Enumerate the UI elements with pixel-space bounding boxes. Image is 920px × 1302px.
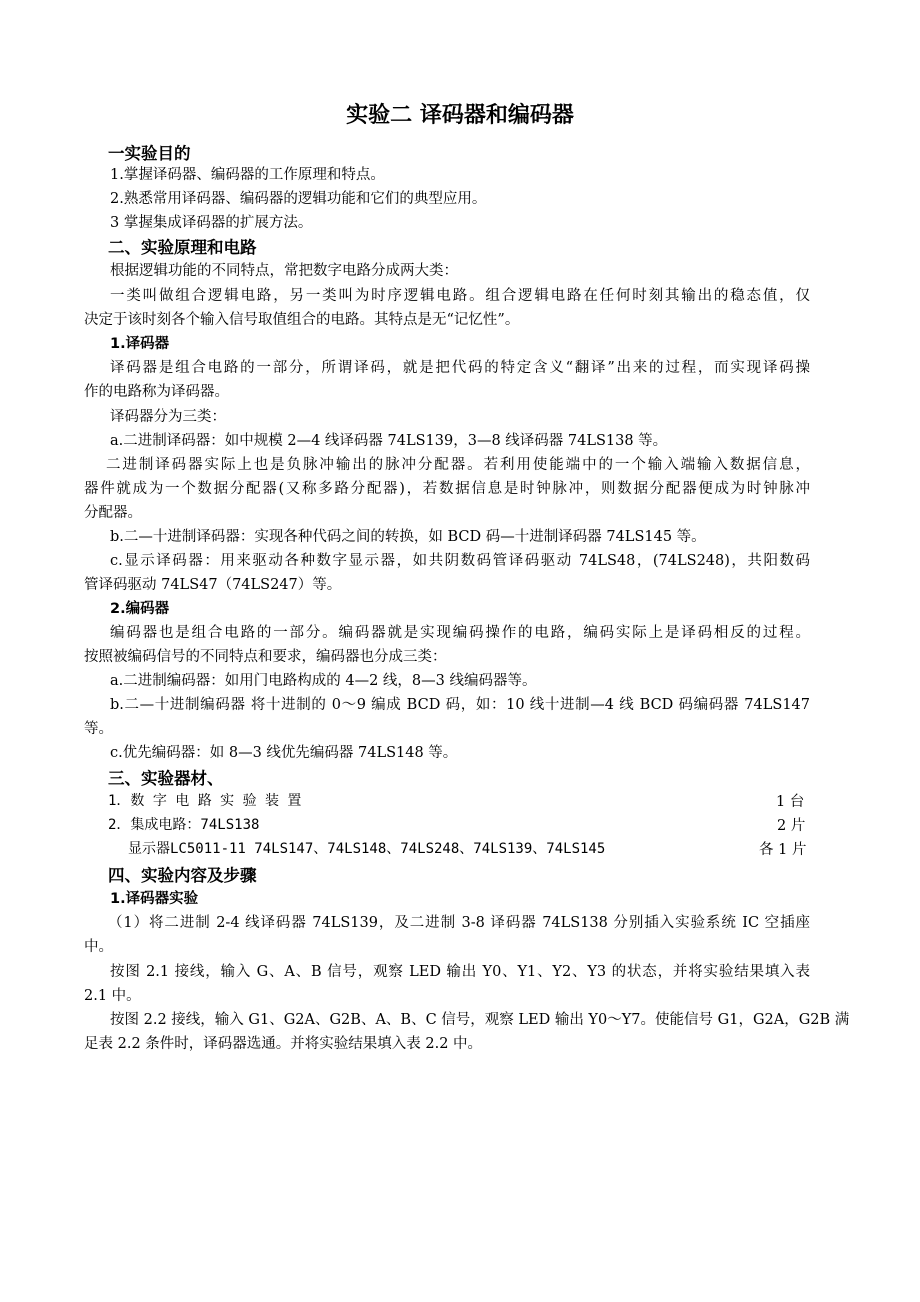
paragraph-line: 中。 <box>84 939 113 955</box>
equipment-name: 1．数 字 电 路 实 验 装 置 <box>108 793 302 809</box>
list-item: b.二—十进制编码器 将十进制的 0～9 编成 BCD 码，如：10 线十进制—4 线 BCD 码编码器 74LS147 <box>110 697 810 713</box>
section-heading-equipment: 三、实验器材、 <box>108 769 224 788</box>
equipment-qty: 2 片 <box>777 818 806 834</box>
paragraph-line: （1）将二进制 2-4 线译码器 74LS139，及二进制 3-8 译码器 74LS138 分别插入实验系统 IC 空插座 <box>108 915 810 931</box>
list-item: a.二进制译码器：如中规模 2—4 线译码器 74LS139，3—8 线译码器 74LS138 等。 <box>110 433 668 449</box>
subheading-decoder-experiment: 1.译码器实验 <box>110 891 199 907</box>
subheading-encoder: 2.编码器 <box>110 601 170 617</box>
section-heading-procedure: 四、实验内容及步骤 <box>108 866 257 885</box>
paragraph-line: 按照被编码信号的不同特点和要求，编码器也分成三类： <box>84 649 447 665</box>
paragraph-line: 等。 <box>84 721 113 737</box>
paragraph-line: 作的电路称为译码器。 <box>84 384 229 400</box>
equipment-qty: 各 1 片 <box>759 842 807 858</box>
section-heading-objectives: 一实验目的 <box>108 144 191 163</box>
equipment-qty: 1 台 <box>776 794 805 810</box>
list-item: c.优先编码器：如 8—3 线优先编码器 74LS148 等。 <box>110 745 458 761</box>
list-item: c.显示译码器：用来驱动各种数字显示器，如共阴数码管译码驱动 74LS48，(74LS248)，共阳数码 <box>110 553 810 569</box>
paragraph-line: 分配器。 <box>84 505 142 521</box>
paragraph-line: 2.1 中。 <box>84 988 141 1004</box>
paragraph-line: 器件就成为一个数据分配器(又称多路分配器)，若数据信息是时钟脉冲，则数据分配器便成为时钟脉冲 <box>84 481 810 497</box>
paragraph-line: 按图 2.1 接线，输入 G、A、B 信号，观察 LED 输出 Y0、Y1、Y2、Y3 的状态，并将实验结果填入表 <box>110 964 810 980</box>
equipment-name: 2．集成电路：74LS138 <box>108 817 260 833</box>
list-item: a.二进制编码器：如用门电路构成的 4—2 线，8—3 线编码器等。 <box>110 673 537 689</box>
paragraph-line: 足表 2.2 条件时，译码器选通。并将实验结果填入表 2.2 中。 <box>84 1036 483 1052</box>
objective-item: 1.掌握译码器、编码器的工作原理和特点。 <box>110 167 385 183</box>
paragraph-line: 决定于该时刻各个输入信号取值组合的电路。其特点是无“记忆性”。 <box>84 312 520 328</box>
page-title: 实验二 译码器和编码器 <box>346 103 574 128</box>
list-item: b.二—十进制译码器：实现各种代码之间的转换，如 BCD 码—十进制译码器 74LS145 等。 <box>110 529 706 545</box>
objective-item: 2.熟悉常用译码器、编码器的逻辑功能和它们的典型应用。 <box>110 191 487 207</box>
paragraph-line: 二进制译码器实际上也是负脉冲输出的脉冲分配器。若利用使能端中的一个输入端输入数据信息， <box>106 457 810 473</box>
paragraph-line: 一类叫做组合逻辑电路，另一类叫为时序逻辑电路。组合逻辑电路在任何时刻其输出的稳态值，仅 <box>110 288 810 304</box>
objective-item: 3 掌握集成译码器的扩展方法。 <box>110 215 313 231</box>
paragraph-line: 按图 2.2 接线，输入 G1、G2A、G2B、A、B、C 信号，观察 LED 输出 Y0～Y7。使能信号 G1，G2A，G2B 满 <box>110 1012 850 1028</box>
paragraph-line: 编码器也是组合电路的一部分。编码器就是实现编码操作的电路，编码实际上是译码相反的过程。 <box>110 625 810 641</box>
paragraph-line: 根据逻辑功能的不同特点，常把数字电路分成两大类： <box>110 263 458 279</box>
section-heading-principle: 二、实验原理和电路 <box>108 238 257 257</box>
paragraph-line: 管译码驱动 74LS47（74LS247）等。 <box>84 577 342 593</box>
paragraph-line: 译码器分为三类： <box>110 409 226 425</box>
equipment-name: 显示器LC5011-11 74LS147、74LS148、74LS248、74LS139、74LS145 <box>128 841 606 857</box>
paragraph-line: 译码器是组合电路的一部分，所谓译码，就是把代码的特定含义“翻译”出来的过程，而实现译码操 <box>110 360 810 376</box>
subheading-decoder: 1.译码器 <box>110 336 170 352</box>
